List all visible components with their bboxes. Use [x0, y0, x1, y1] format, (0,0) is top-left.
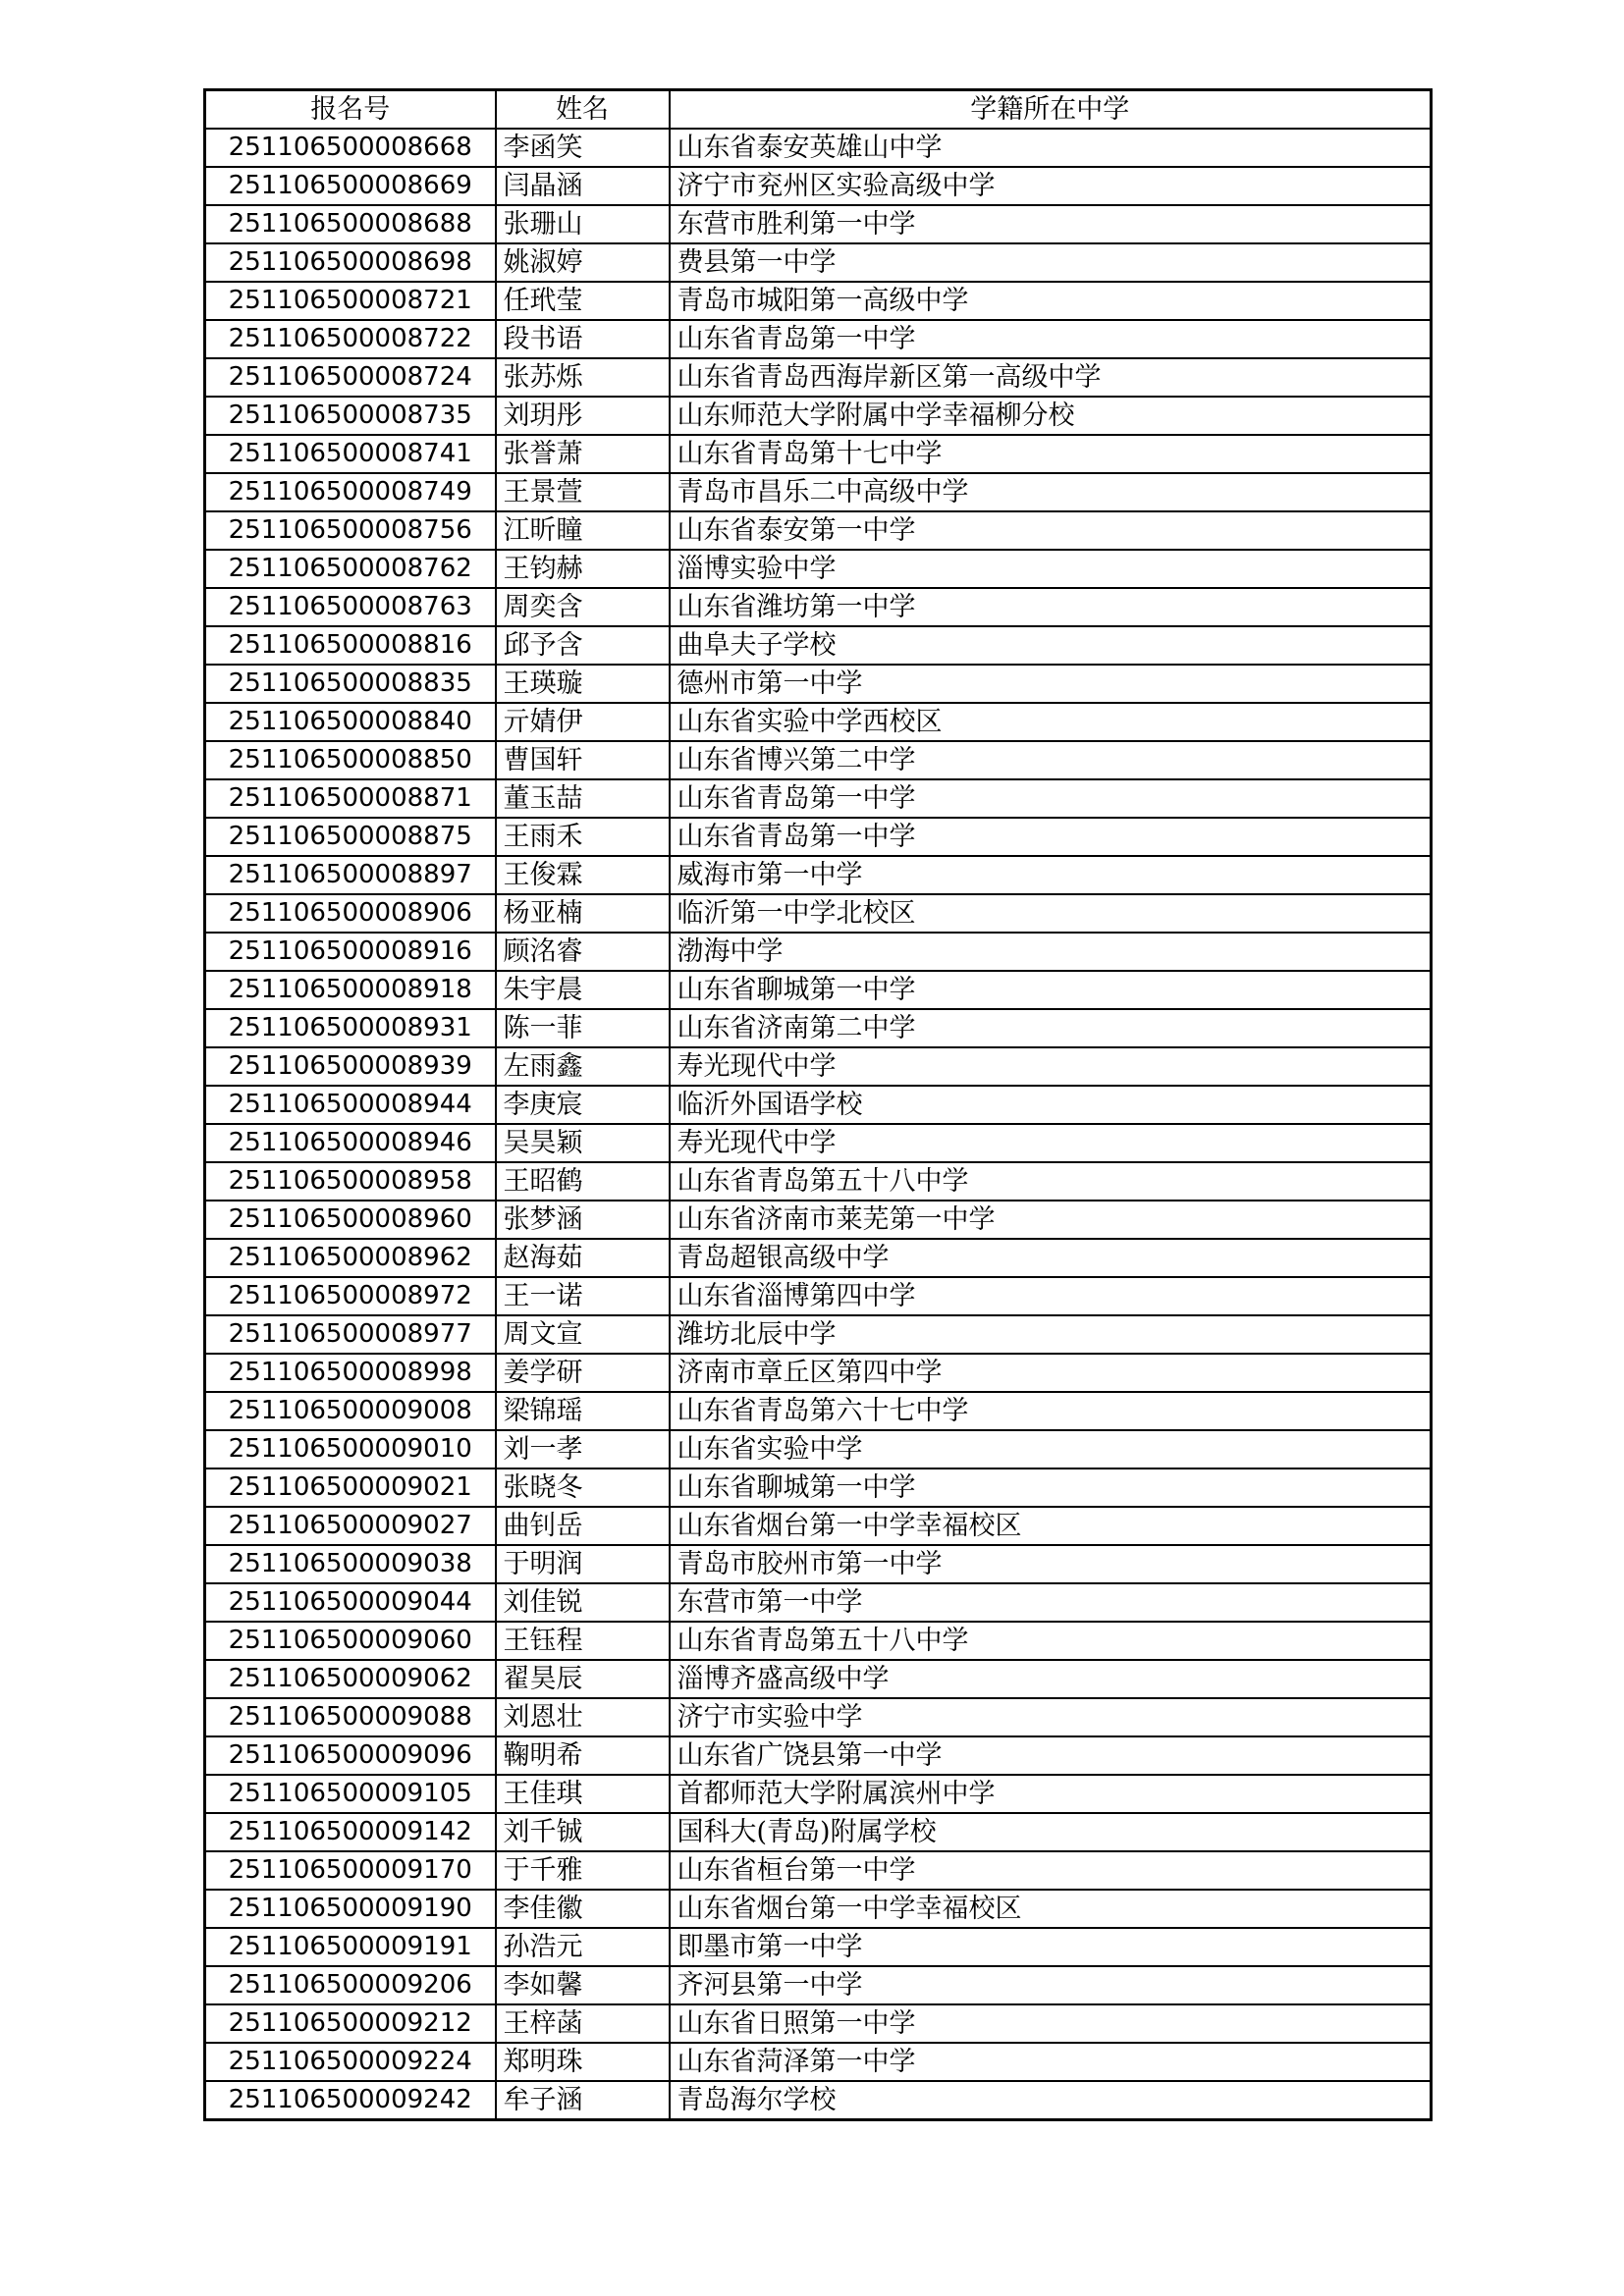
cell-school: 山东省潍坊第一中学 [670, 588, 1432, 626]
cell-id: 251106500008944 [205, 1086, 496, 1124]
cell-name: 任玳莹 [496, 282, 670, 320]
cell-id: 251106500008977 [205, 1315, 496, 1354]
cell-name: 张苏烁 [496, 358, 670, 397]
cell-name: 王佳琪 [496, 1775, 670, 1813]
cell-school: 山东省青岛第十七中学 [670, 435, 1432, 473]
table-row [205, 1775, 1432, 1813]
cell-name: 李庚宸 [496, 1086, 670, 1124]
cell-name: 左雨鑫 [496, 1047, 670, 1086]
cell-school: 渤海中学 [670, 933, 1432, 971]
cell-name: 刘恩壮 [496, 1698, 670, 1736]
cell-id: 251106500008962 [205, 1239, 496, 1277]
cell-school: 青岛市胶州市第一中学 [670, 1545, 1432, 1583]
cell-school: 山东省菏泽第一中学 [670, 2043, 1432, 2081]
table-row [205, 933, 1432, 971]
cell-id: 251106500008721 [205, 282, 496, 320]
cell-school: 山东省聊城第一中学 [670, 971, 1432, 1009]
table-row [205, 741, 1432, 779]
cell-id: 251106500008840 [205, 703, 496, 741]
cell-name: 于千雅 [496, 1851, 670, 1890]
cell-school: 曲阜夫子学校 [670, 626, 1432, 665]
cell-id: 251106500008916 [205, 933, 496, 971]
header-row [205, 90, 1432, 130]
table-row [205, 1009, 1432, 1047]
cell-school: 德州市第一中学 [670, 665, 1432, 703]
cell-name: 李佳徽 [496, 1890, 670, 1928]
cell-name: 曲钊岳 [496, 1507, 670, 1545]
table-row [205, 626, 1432, 665]
cell-id: 251106500008816 [205, 626, 496, 665]
cell-name: 王昭鹤 [496, 1162, 670, 1201]
cell-id: 251106500008850 [205, 741, 496, 779]
cell-id: 251106500008722 [205, 320, 496, 358]
header-id: 报名号 [205, 90, 496, 130]
cell-school: 费县第一中学 [670, 243, 1432, 282]
cell-id: 251106500009062 [205, 1660, 496, 1698]
table-row [205, 1928, 1432, 1966]
cell-id: 251106500009170 [205, 1851, 496, 1890]
header-school: 学籍所在中学 [670, 90, 1432, 130]
cell-school: 青岛海尔学校 [670, 2081, 1432, 2120]
table-row [205, 1545, 1432, 1583]
table-row [205, 1162, 1432, 1201]
cell-name: 姚淑婷 [496, 243, 670, 282]
cell-school: 山东省日照第一中学 [670, 2004, 1432, 2043]
table-row [205, 588, 1432, 626]
cell-school: 国科大(青岛)附属学校 [670, 1813, 1432, 1851]
cell-name: 张梦涵 [496, 1201, 670, 1239]
table-body [205, 129, 1432, 2120]
cell-name: 段书语 [496, 320, 670, 358]
table-row [205, 818, 1432, 856]
table-row [205, 856, 1432, 894]
cell-school: 山东省青岛第一中学 [670, 779, 1432, 818]
cell-name: 翟昊辰 [496, 1660, 670, 1698]
table-row [205, 665, 1432, 703]
table-row [205, 971, 1432, 1009]
cell-school: 山东省实验中学 [670, 1430, 1432, 1468]
cell-school: 山东省泰安第一中学 [670, 511, 1432, 550]
cell-id: 251106500009190 [205, 1890, 496, 1928]
cell-name: 周奕含 [496, 588, 670, 626]
cell-name: 王景萱 [496, 473, 670, 511]
cell-name: 孙浩元 [496, 1928, 670, 1966]
cell-id: 251106500009242 [205, 2081, 496, 2120]
cell-school: 山东省青岛第五十八中学 [670, 1622, 1432, 1660]
cell-name: 王俊霖 [496, 856, 670, 894]
cell-id: 251106500009038 [205, 1545, 496, 1583]
table-row [205, 243, 1432, 282]
table-row [205, 1583, 1432, 1622]
cell-school: 东营市第一中学 [670, 1583, 1432, 1622]
cell-id: 251106500009105 [205, 1775, 496, 1813]
cell-school: 山东省青岛第五十八中学 [670, 1162, 1432, 1201]
table-row [205, 1468, 1432, 1507]
table-row [205, 129, 1432, 167]
cell-id: 251106500008763 [205, 588, 496, 626]
table-row [205, 435, 1432, 473]
cell-id: 251106500008931 [205, 1009, 496, 1047]
cell-name: 赵海茹 [496, 1239, 670, 1277]
cell-name: 郑明珠 [496, 2043, 670, 2081]
cell-id: 251106500008668 [205, 129, 496, 167]
cell-id: 251106500008735 [205, 397, 496, 435]
cell-id: 251106500009224 [205, 2043, 496, 2081]
cell-school: 山东省青岛第一中学 [670, 320, 1432, 358]
cell-name: 曹国轩 [496, 741, 670, 779]
cell-name: 姜学研 [496, 1354, 670, 1392]
table-row [205, 473, 1432, 511]
cell-id: 251106500009142 [205, 1813, 496, 1851]
cell-school: 山东省桓台第一中学 [670, 1851, 1432, 1890]
cell-id: 251106500008972 [205, 1277, 496, 1315]
cell-id: 251106500009060 [205, 1622, 496, 1660]
cell-id: 251106500009206 [205, 1966, 496, 2004]
cell-school: 寿光现代中学 [670, 1047, 1432, 1086]
cell-school: 山东省青岛第一中学 [670, 818, 1432, 856]
cell-school: 济南市章丘区第四中学 [670, 1354, 1432, 1392]
cell-name: 邱予含 [496, 626, 670, 665]
table-row [205, 894, 1432, 933]
table-row [205, 1086, 1432, 1124]
table-row [205, 397, 1432, 435]
cell-school: 潍坊北辰中学 [670, 1315, 1432, 1354]
table-row [205, 1354, 1432, 1392]
cell-id: 251106500008669 [205, 167, 496, 205]
cell-name: 王钧赫 [496, 550, 670, 588]
table-row [205, 1124, 1432, 1162]
cell-name: 王雨禾 [496, 818, 670, 856]
cell-school: 山东省青岛第六十七中学 [670, 1392, 1432, 1430]
table-row [205, 1047, 1432, 1086]
table-row [205, 1736, 1432, 1775]
cell-school: 青岛超银高级中学 [670, 1239, 1432, 1277]
cell-name: 王瑛璇 [496, 665, 670, 703]
cell-id: 251106500008741 [205, 435, 496, 473]
cell-id: 251106500008762 [205, 550, 496, 588]
cell-name: 张誉萧 [496, 435, 670, 473]
student-table [203, 88, 1433, 2121]
cell-id: 251106500009191 [205, 1928, 496, 1966]
cell-school: 济宁市兖州区实验高级中学 [670, 167, 1432, 205]
cell-id: 251106500008724 [205, 358, 496, 397]
cell-school: 即墨市第一中学 [670, 1928, 1432, 1966]
table-row [205, 1430, 1432, 1468]
cell-id: 251106500008875 [205, 818, 496, 856]
cell-name: 刘一孝 [496, 1430, 670, 1468]
cell-name: 梁锦瑶 [496, 1392, 670, 1430]
table-row [205, 205, 1432, 243]
table-row [205, 779, 1432, 818]
cell-id: 251106500008897 [205, 856, 496, 894]
header-name: 姓名 [496, 90, 670, 130]
table-row [205, 1813, 1432, 1851]
table-row [205, 1315, 1432, 1354]
cell-id: 251106500008749 [205, 473, 496, 511]
cell-school: 齐河县第一中学 [670, 1966, 1432, 2004]
table-row [205, 167, 1432, 205]
cell-id: 251106500009021 [205, 1468, 496, 1507]
cell-id: 251106500008698 [205, 243, 496, 282]
table-row [205, 1277, 1432, 1315]
cell-id: 251106500008835 [205, 665, 496, 703]
cell-name: 于明润 [496, 1545, 670, 1583]
cell-school: 寿光现代中学 [670, 1124, 1432, 1162]
cell-school: 淄博实验中学 [670, 550, 1432, 588]
cell-name: 张珊山 [496, 205, 670, 243]
cell-school: 淄博齐盛高级中学 [670, 1660, 1432, 1698]
cell-name: 朱宇晨 [496, 971, 670, 1009]
table-row [205, 1239, 1432, 1277]
cell-id: 251106500009096 [205, 1736, 496, 1775]
cell-name: 刘千铖 [496, 1813, 670, 1851]
cell-name: 亓婧伊 [496, 703, 670, 741]
cell-name: 陈一菲 [496, 1009, 670, 1047]
cell-school: 东营市胜利第一中学 [670, 205, 1432, 243]
cell-name: 刘玥彤 [496, 397, 670, 435]
table-row [205, 282, 1432, 320]
table-row [205, 1622, 1432, 1660]
cell-id: 251106500009044 [205, 1583, 496, 1622]
cell-school: 山东省烟台第一中学幸福校区 [670, 1507, 1432, 1545]
table-row [205, 1660, 1432, 1698]
cell-id: 251106500009008 [205, 1392, 496, 1430]
cell-id: 251106500008939 [205, 1047, 496, 1086]
cell-name: 牟子涵 [496, 2081, 670, 2120]
table-row [205, 1890, 1432, 1928]
cell-id: 251106500008958 [205, 1162, 496, 1201]
cell-school: 山东省实验中学西校区 [670, 703, 1432, 741]
cell-id: 251106500008688 [205, 205, 496, 243]
cell-school: 山东省聊城第一中学 [670, 1468, 1432, 1507]
cell-id: 251106500009212 [205, 2004, 496, 2043]
cell-school: 青岛市昌乐二中高级中学 [670, 473, 1432, 511]
table-row [205, 550, 1432, 588]
cell-school: 山东省广饶县第一中学 [670, 1736, 1432, 1775]
cell-id: 251106500008998 [205, 1354, 496, 1392]
cell-name: 王梓菡 [496, 2004, 670, 2043]
cell-id: 251106500008871 [205, 779, 496, 818]
cell-school: 山东省济南市莱芜第一中学 [670, 1201, 1432, 1239]
table-row [205, 1392, 1432, 1430]
cell-name: 杨亚楠 [496, 894, 670, 933]
cell-school: 山东省烟台第一中学幸福校区 [670, 1890, 1432, 1928]
cell-school: 山东省青岛西海岸新区第一高级中学 [670, 358, 1432, 397]
cell-id: 251106500009088 [205, 1698, 496, 1736]
cell-id: 251106500008960 [205, 1201, 496, 1239]
table-row [205, 1851, 1432, 1890]
cell-school: 山东省淄博第四中学 [670, 1277, 1432, 1315]
table-row [205, 1966, 1432, 2004]
cell-school: 山东师范大学附属中学幸福柳分校 [670, 397, 1432, 435]
cell-name: 李函笑 [496, 129, 670, 167]
table-row [205, 358, 1432, 397]
cell-id: 251106500009027 [205, 1507, 496, 1545]
table-row [205, 320, 1432, 358]
cell-school: 山东省济南第二中学 [670, 1009, 1432, 1047]
cell-school: 济宁市实验中学 [670, 1698, 1432, 1736]
table-row [205, 2043, 1432, 2081]
cell-school: 临沂第一中学北校区 [670, 894, 1432, 933]
table-row [205, 1507, 1432, 1545]
cell-name: 江昕瞳 [496, 511, 670, 550]
cell-id: 251106500008946 [205, 1124, 496, 1162]
cell-name: 顾洺睿 [496, 933, 670, 971]
cell-school: 威海市第一中学 [670, 856, 1432, 894]
cell-id: 251106500008906 [205, 894, 496, 933]
cell-id: 251106500009010 [205, 1430, 496, 1468]
cell-name: 张晓冬 [496, 1468, 670, 1507]
cell-id: 251106500008918 [205, 971, 496, 1009]
table-row [205, 1201, 1432, 1239]
cell-name: 刘佳锐 [496, 1583, 670, 1622]
cell-school: 首都师范大学附属滨州中学 [670, 1775, 1432, 1813]
table-row [205, 511, 1432, 550]
cell-name: 吴昊颖 [496, 1124, 670, 1162]
cell-name: 闫晶涵 [496, 167, 670, 205]
cell-name: 王钰程 [496, 1622, 670, 1660]
table-row [205, 2081, 1432, 2120]
cell-name: 王一诺 [496, 1277, 670, 1315]
cell-id: 251106500008756 [205, 511, 496, 550]
cell-school: 青岛市城阳第一高级中学 [670, 282, 1432, 320]
cell-name: 周文宣 [496, 1315, 670, 1354]
table-row [205, 2004, 1432, 2043]
cell-name: 董玉喆 [496, 779, 670, 818]
cell-name: 鞠明希 [496, 1736, 670, 1775]
table-row [205, 1698, 1432, 1736]
cell-name: 李如馨 [496, 1966, 670, 2004]
table-row [205, 703, 1432, 741]
cell-school: 山东省博兴第二中学 [670, 741, 1432, 779]
cell-school: 临沂外国语学校 [670, 1086, 1432, 1124]
cell-school: 山东省泰安英雄山中学 [670, 129, 1432, 167]
